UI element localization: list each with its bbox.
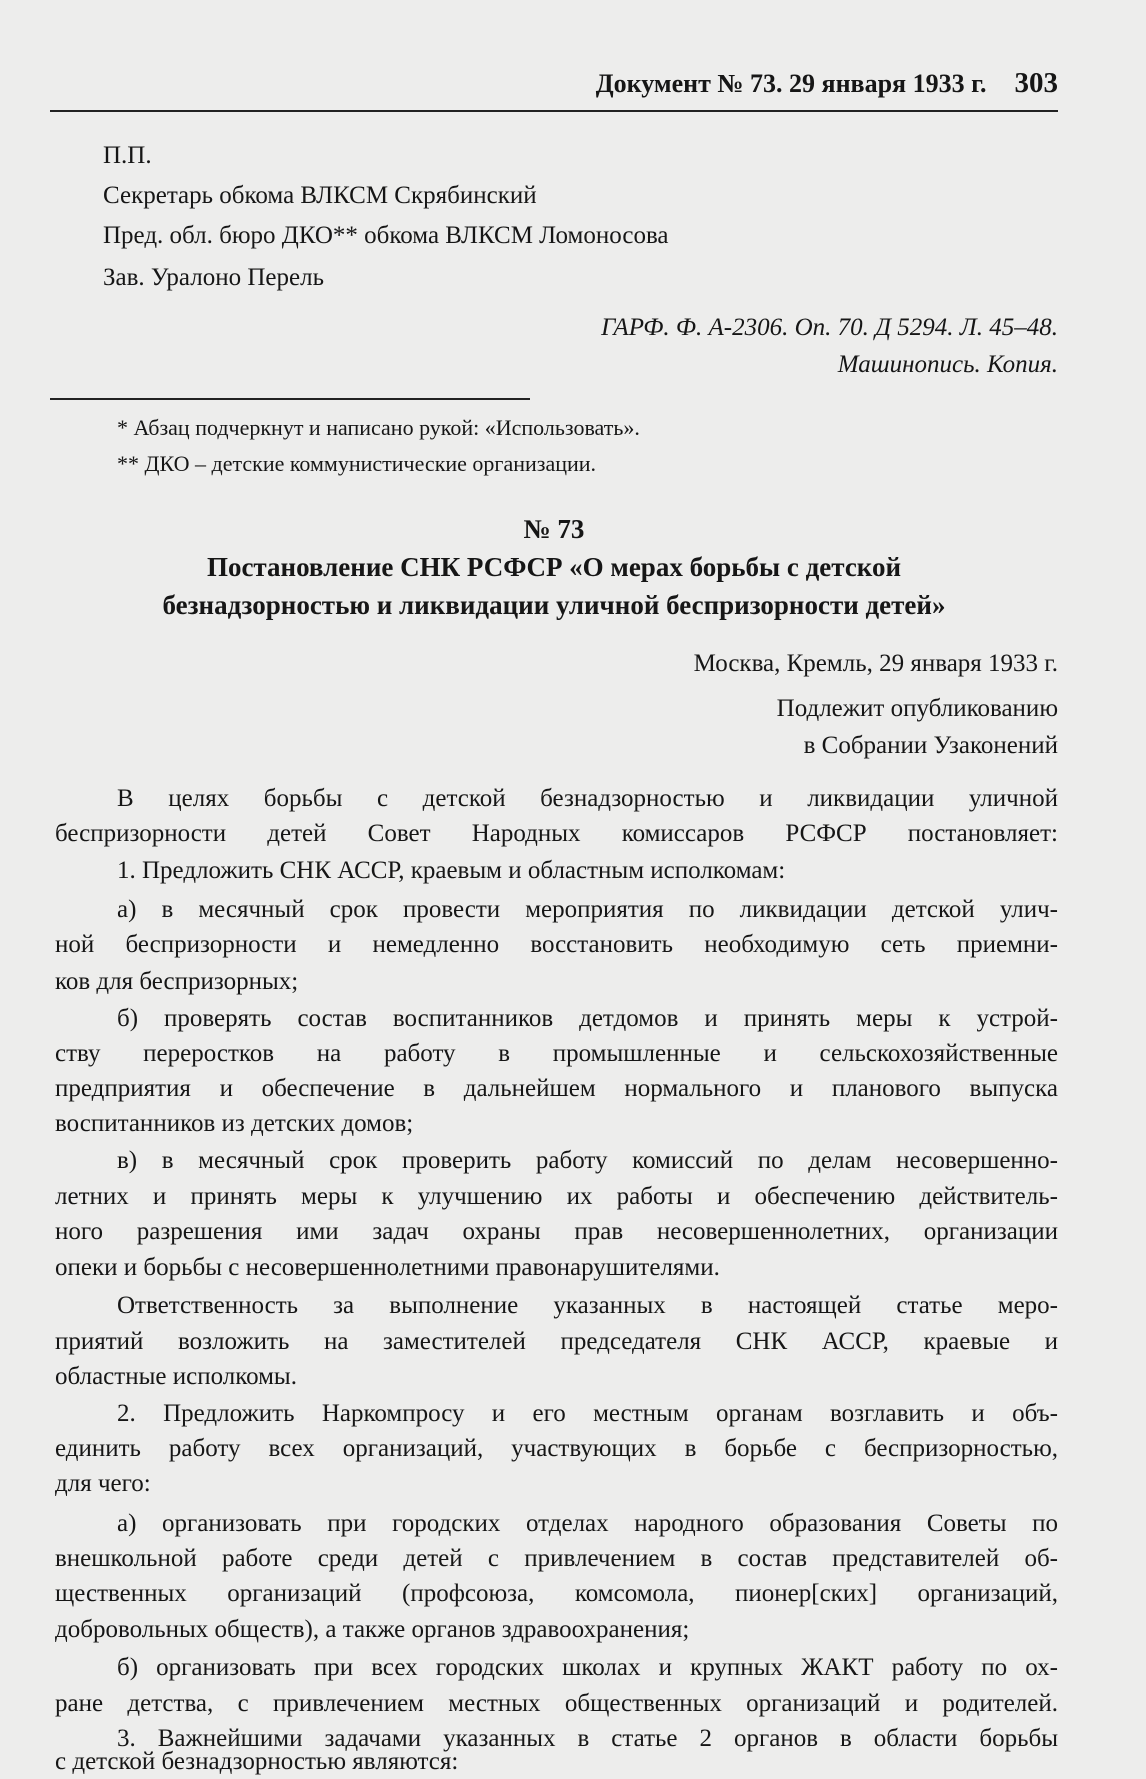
body-line: беспризорности детей Совет Народных комиссаров РСФСР постановляет: — [55, 820, 1058, 847]
footnote-rule — [50, 398, 530, 400]
publish-note: Подлежит опубликованию — [776, 695, 1058, 722]
header-rule — [50, 110, 1058, 112]
document-title: Постановление СНК РСФСР «О мерах борьбы с детской — [206, 552, 902, 582]
body-line: внешкольной работе среди детей с привлечением в состав представителей об- — [55, 1545, 1058, 1572]
body-line: приятий возложить на заместителей председателя СНК АССР, краевые и — [55, 1328, 1058, 1355]
body-line: б) организовать при всех городских школах и крупных ЖАКТ работу по ох- — [117, 1654, 1058, 1681]
body-line: ству переростков на работу в промышленные и сельскохозяйственные — [55, 1040, 1058, 1067]
body-line: летних и принять меры к улучшению их работы и обеспечению действитель- — [55, 1183, 1058, 1210]
archive-note: Машинопись. Копия. — [837, 351, 1058, 378]
running-header — [50, 66, 1058, 101]
body-line: ков для беспризорных; — [55, 968, 299, 995]
signatory-line: Секретарь обкома ВЛКСМ Скрябинский — [103, 182, 537, 209]
body-line: а) в месячный срок провести мероприятия по ликвидации детской улич- — [117, 896, 1058, 923]
page-number: 303 — [1014, 67, 1058, 99]
body-line: 1. Предложить СНК АССР, краевым и областным исполкомам: — [117, 857, 786, 884]
body-line: для чего: — [55, 1470, 151, 1497]
body-line: В целях борьбы с детской безнадзорностью и ликвидации уличной — [117, 785, 1058, 812]
signatory-line: П.П. — [103, 142, 152, 169]
body-line: в) в месячный срок проверить работу комиссий по делам несовершенно- — [117, 1147, 1058, 1174]
body-line: 2. Предложить Наркомпросу и его местным органам возглавить и объ- — [117, 1400, 1058, 1427]
body-line: с детской безнадзорностью являются: — [55, 1748, 459, 1775]
body-line: опеки и борьбы с несовершеннолетними правонарушителями. — [55, 1254, 720, 1281]
document-title: безнадзорностью и ликвидации уличной беспризорности детей» — [162, 590, 946, 620]
footnote: * Абзац подчеркнут и написано рукой: «Использовать». — [117, 415, 640, 440]
body-line: ной беспризорности и немедленно восстановить необходимую сеть приемни- — [55, 931, 1058, 958]
footnote: ** ДКО – детские коммунистические организации. — [117, 451, 597, 476]
signatory-line: Зав. Уралоно Перель — [103, 264, 324, 291]
body-line: областные исполкомы. — [55, 1363, 297, 1390]
body-line: воспитанников из детских домов; — [55, 1110, 414, 1137]
body-line: а) организовать при городских отделах народного образования Советы по — [117, 1510, 1058, 1537]
body-line: единить работу всех организаций, участвующих в борьбе с беспризорностью, — [55, 1435, 1058, 1462]
body-line: б) проверять состав воспитанников детдомов и принять меры к устрой- — [117, 1005, 1058, 1032]
signatory-line: Пред. обл. бюро ДКО** обкома ВЛКСМ Ломоносова — [103, 222, 669, 249]
body-line: ного разрешения ими задач охраны прав несовершеннолетних, организации — [55, 1218, 1058, 1245]
body-line: добровольных обществ), а также органов здравоохранения; — [55, 1616, 690, 1643]
place-date: Москва, Кремль, 29 января 1933 г. — [693, 650, 1058, 677]
archive-reference: ГАРФ. Ф. А-2306. Оп. 70. Д 5294. Л. 45–48. — [601, 314, 1058, 341]
body-line: 3. Важнейшими задачами указанных в статье 2 органов в области борьбы — [117, 1725, 1058, 1752]
publish-note: в Собрании Узаконений — [803, 732, 1058, 759]
body-line: ране детства, с привлечением местных общественных организаций и родителей. — [55, 1690, 1058, 1717]
body-line: щественных организаций (профсоюза, комсомола, пионер[ских] организаций, — [55, 1580, 1058, 1607]
document-number: № 73 — [523, 514, 585, 544]
body-line: Ответственность за выполнение указанных в настоящей статье меро- — [117, 1292, 1058, 1319]
header-title: Документ № 73. 29 января 1933 г. — [595, 69, 987, 98]
body-line: предприятия и обеспечение в дальнейшем нормального и планового выпуска — [55, 1075, 1058, 1102]
